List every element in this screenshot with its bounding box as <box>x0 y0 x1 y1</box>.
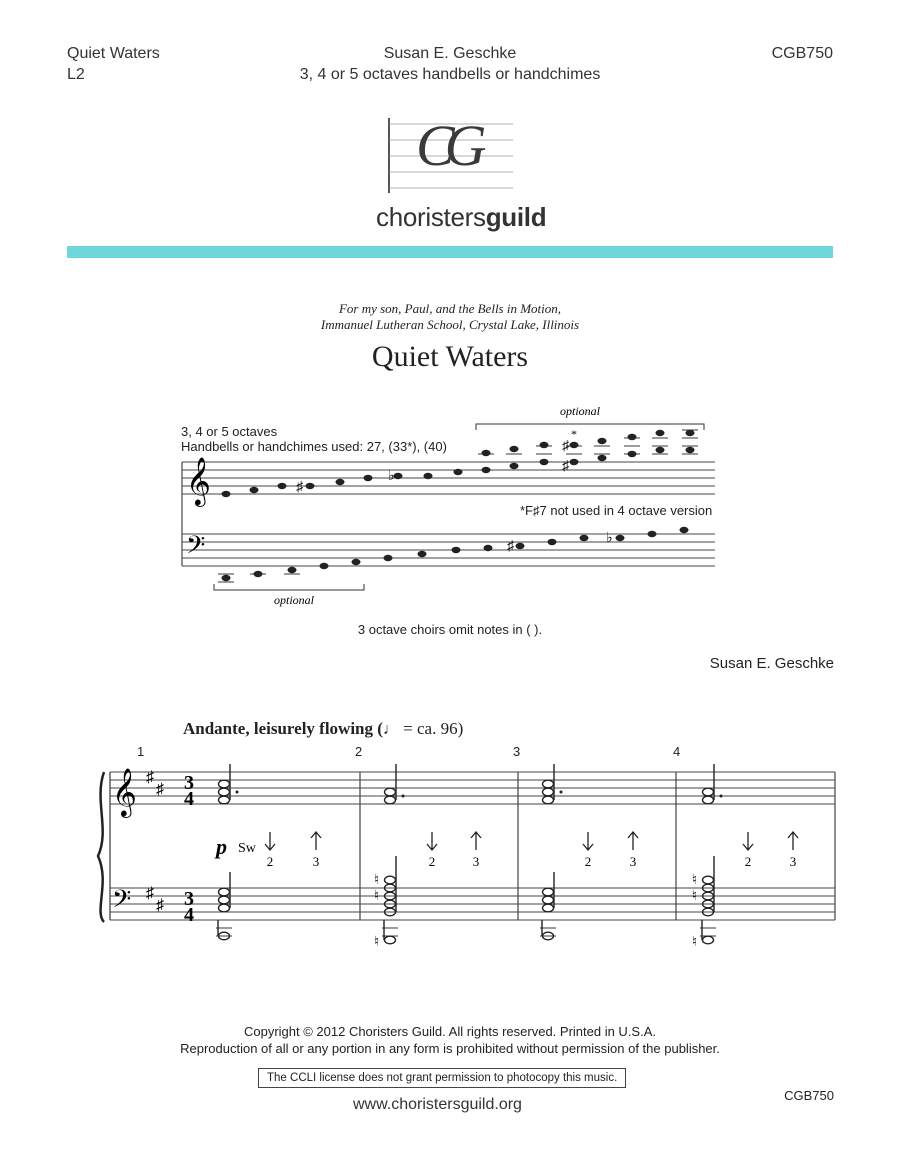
svg-text:♯: ♯ <box>507 539 514 554</box>
accent-divider <box>67 246 833 258</box>
bass-clef-icon: 𝄢 <box>186 532 206 565</box>
composer-credit: Susan E. Geschke <box>709 655 834 672</box>
svg-text:2: 2 <box>266 854 274 869</box>
dedication-line-2: Immanuel Lutheran School, Crystal Lake, Illinois <box>320 317 580 332</box>
svg-text:♭: ♭ <box>606 531 613 546</box>
header-level: L2 <box>67 66 85 83</box>
range-bass-notes <box>222 527 689 581</box>
swing-arrows <box>265 832 798 850</box>
tempo-marking: Andante, leisurely flowing (♩ = ca. 96) <box>183 719 464 738</box>
copyright-notice: Copyright © 2012 Choristers Guild. All rights reserved. Printed in U.S.A. <box>243 1024 657 1039</box>
treble-clef-icon: 𝄞 <box>112 770 137 816</box>
range-bells-used: Handbells or handchimes used: 27, (33*), (40) <box>181 439 447 454</box>
measure-number: 2 <box>355 744 363 759</box>
quarter-note-icon: ♩ <box>382 721 399 738</box>
time-sig-top: 3 <box>184 888 194 910</box>
reproduction-notice: Reproduction of all or any portion in any form is prohibited without permission of the publisher. <box>180 1041 720 1056</box>
ccli-notice: The CCLI license does not grant permission to photocopy this music. <box>258 1068 626 1088</box>
svg-text:♮: ♮ <box>374 935 380 950</box>
range-chart-staves <box>170 400 730 615</box>
key-sharp-icon: ♯ <box>146 769 154 786</box>
sharp-icon: ♯ <box>562 459 569 474</box>
bass-chords <box>218 856 714 944</box>
header-instrumentation: 3, 4 or 5 octaves handbells or handchimes <box>299 66 601 83</box>
svg-text:2: 2 <box>584 854 592 869</box>
technique-marking: Sw <box>238 841 256 856</box>
optional-bracket-bottom <box>214 584 364 590</box>
choristers-guild-logo <box>388 113 513 193</box>
grand-staff <box>90 760 840 960</box>
optional-label-bottom: optional <box>273 593 315 607</box>
flat-icon: ♭ <box>388 469 395 484</box>
bass-clef-icon: 𝄢 <box>112 886 132 919</box>
swing-numbers <box>267 854 797 869</box>
svg-text:♮: ♮ <box>692 935 698 950</box>
piece-title: Quiet Waters <box>371 340 529 373</box>
svg-text:♮: ♮ <box>692 889 698 904</box>
logo-wordmark: choristersguild <box>376 202 547 232</box>
choir-note: 3 octave choirs omit notes in ( ). <box>357 622 543 637</box>
svg-text:3: 3 <box>789 854 797 869</box>
time-sig-bottom: 4 <box>184 904 194 926</box>
website-link[interactable]: www.choristersguild.org <box>353 1096 522 1113</box>
time-sig-bottom: 4 <box>184 788 194 810</box>
range-octaves-label: 3, 4 or 5 octaves <box>181 424 278 439</box>
measure-number: 3 <box>513 744 521 759</box>
sharp-icon: ♯ <box>296 480 303 495</box>
svg-text:3: 3 <box>312 854 320 869</box>
measure-number: 1 <box>137 744 145 759</box>
dedication-line-1: For my son, Paul, and the Bells in Motion, <box>338 301 562 316</box>
svg-text:2: 2 <box>428 854 436 869</box>
range-bass-staff <box>182 534 715 566</box>
key-sharp-icon: ♯ <box>156 897 164 914</box>
optional-label-top: optional <box>559 404 601 418</box>
header-composer: Susan E. Geschke <box>383 45 517 62</box>
key-sharp-icon: ♯ <box>156 781 164 798</box>
svg-text:2: 2 <box>744 854 752 869</box>
measure-number: 4 <box>673 744 681 759</box>
brace <box>98 772 104 922</box>
treble-chords <box>219 764 715 804</box>
header-catalog: CGB750 <box>771 45 833 62</box>
logo-monogram: CG <box>416 113 477 178</box>
range-treble-notes <box>222 430 695 497</box>
range-footnote: *F♯7 not used in 4 octave version <box>520 503 713 518</box>
svg-text:♮: ♮ <box>374 889 380 904</box>
key-sharp-icon: ♯ <box>146 885 154 902</box>
time-sig-top: 3 <box>184 772 194 794</box>
header-title: Quiet Waters <box>67 45 160 62</box>
svg-text:3: 3 <box>629 854 637 869</box>
dynamic-marking: p <box>216 834 227 859</box>
footnote-asterisk: * <box>571 427 577 441</box>
svg-text:3: 3 <box>472 854 480 869</box>
optional-bracket-top <box>476 424 704 430</box>
footer-catalog: CGB750 <box>784 1088 834 1103</box>
svg-text:♮: ♮ <box>374 873 380 888</box>
sharp-icon: ♯ <box>562 439 569 454</box>
svg-text:♮: ♮ <box>692 873 698 888</box>
treble-clef-icon: 𝄞 <box>186 459 211 505</box>
